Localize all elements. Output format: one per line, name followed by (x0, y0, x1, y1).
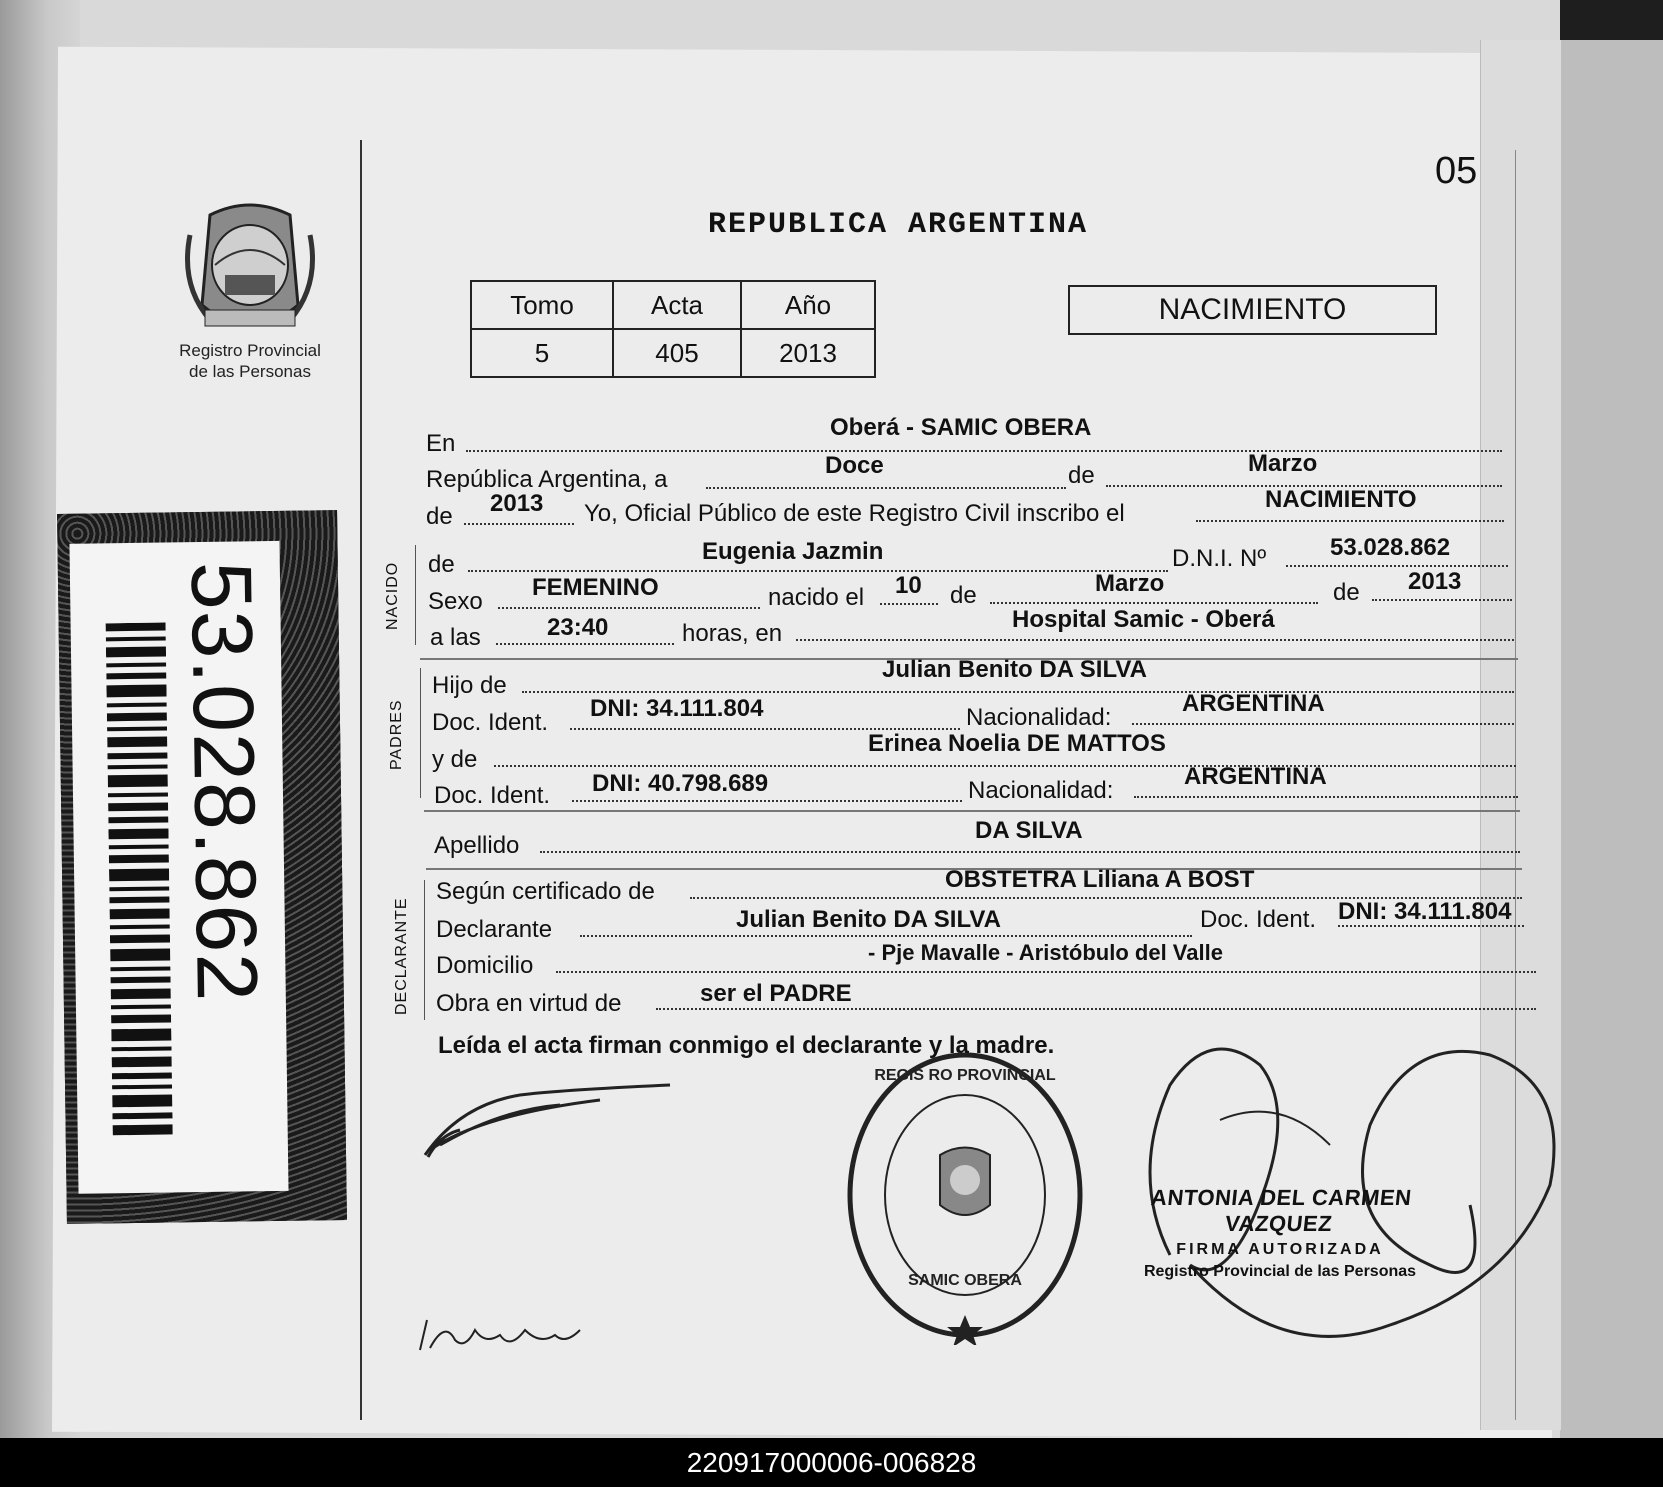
label-horas-en: horas, en (682, 620, 783, 647)
label-obra: Obra en virtud de (436, 990, 622, 1017)
value-padre: Julian Benito DA SILVA (882, 656, 1147, 683)
label-y-de: y de (432, 746, 478, 773)
value-obra: ser el PADRE (700, 980, 852, 1007)
dots (556, 971, 1536, 973)
value-dni: 53.028.862 (1330, 534, 1451, 561)
section-line-nacido (415, 545, 416, 645)
label-hijo-de: Hijo de (432, 672, 507, 699)
dots (580, 935, 1192, 937)
dots (1134, 796, 1518, 798)
header-acta: Acta (613, 281, 741, 329)
dots (880, 603, 938, 605)
dots (494, 765, 1516, 767)
value-lugar-nac: Hospital Samic - Oberá (1012, 606, 1275, 633)
label-republica: República Argentina, a (426, 466, 668, 493)
dots (496, 643, 674, 645)
record-type-box: NACIMIENTO (1068, 285, 1437, 335)
dots (540, 851, 1520, 853)
value-acta: 405 (613, 329, 741, 377)
label-nacionalidad: Nacionalidad: (966, 704, 1112, 731)
page-number: 05 (1435, 150, 1478, 192)
side-label-nacido: NACIDO (384, 561, 401, 630)
label-segun: Según certificado de (436, 878, 655, 905)
label-yo: Yo, Oficial Público de este Registro Civil inscribo el (584, 500, 1125, 527)
header-tomo: Tomo (471, 281, 613, 329)
svg-text:SAMIC OBERA: SAMIC OBERA (908, 1272, 1022, 1289)
label-dni: D.N.I. Nº (1172, 545, 1267, 572)
dots (1196, 520, 1504, 522)
label-de4: de (950, 582, 977, 609)
dots (1286, 565, 1508, 567)
label-de2: de (426, 503, 453, 530)
background-right (1553, 40, 1663, 1440)
official-role: FIRMA AUTORIZADA (1176, 1241, 1384, 1258)
value-nombre: Eugenia Jazmin (702, 538, 884, 565)
label-declarante: Declarante (436, 916, 553, 943)
signature-declarante-icon (420, 1075, 680, 1165)
official-signature-block (1110, 1185, 1450, 1281)
value-tipo: NACIMIENTO (1265, 486, 1417, 513)
label-de3: de (428, 551, 455, 578)
value-domicilio: - Pje Mavalle - Aristóbulo del Valle (868, 940, 1223, 965)
value-anio: 2013 (741, 329, 875, 377)
label-en: En (426, 430, 456, 457)
barcode-number: 53.028.862 (172, 561, 275, 1003)
registry-table-values (471, 329, 875, 377)
svg-text:REGIS RO PROVINCIAL: REGIS RO PROVINCIAL (874, 1067, 1056, 1084)
label-apellido: Apellido (434, 832, 520, 859)
header-anio: Año (741, 281, 875, 329)
value-nac-mes: Marzo (1095, 570, 1165, 597)
separator (424, 810, 1520, 812)
barcode-sticker (69, 541, 288, 1194)
dots (656, 1008, 1536, 1010)
dots (1372, 599, 1512, 601)
section-line-declarante (424, 880, 425, 1020)
barcode-label (57, 510, 347, 1224)
office-line-2: de las Personas (189, 362, 311, 381)
value-madre-doc: DNI: 40.798.689 (592, 770, 769, 797)
margin-line (360, 140, 362, 1420)
registry-office-name (150, 340, 350, 382)
dots (572, 800, 962, 802)
dots (796, 639, 1514, 641)
value-dia: Doce (825, 452, 884, 479)
dots (464, 523, 574, 525)
country-title: REPUBLICA ARGENTINA (708, 208, 1089, 242)
value-declarante: Julian Benito DA SILVA (736, 906, 1001, 933)
label-sexo: Sexo (428, 588, 483, 615)
dots (522, 691, 1514, 693)
dots (1132, 723, 1514, 725)
section-line-padres (420, 668, 421, 798)
dots (466, 450, 1502, 452)
label-doc-ident2: Doc. Ident. (434, 782, 551, 809)
official-name: ANTONIA DEL CARMEN VAZQUEZ (1149, 1185, 1413, 1236)
label-de5: de (1333, 579, 1360, 606)
value-apellido: DA SILVA (975, 817, 1083, 844)
value-certificado: OBSTETRA Liliana A BOST (945, 866, 1255, 893)
value-padre-nac: ARGENTINA (1182, 690, 1325, 717)
registry-table (470, 280, 876, 378)
value-nac-anio: 2013 (1408, 568, 1462, 595)
footer-id: 220917000006-006828 (0, 1438, 1663, 1487)
label-doc-ident: Doc. Ident. (432, 709, 549, 736)
label-de: de (1068, 462, 1095, 489)
value-madre: Erinea Noelia DE MATTOS (868, 730, 1166, 757)
dots (706, 487, 1066, 489)
office-line-1: Registro Provincial (179, 341, 321, 360)
value-anio: 2013 (490, 490, 544, 517)
signature-madre-icon (415, 1310, 585, 1360)
dots (498, 607, 760, 609)
label-domicilio: Domicilio (436, 952, 534, 979)
dots (468, 570, 1168, 572)
label-a-las: a las (430, 624, 481, 651)
label-doc-ident3: Doc. Ident. (1200, 906, 1317, 933)
value-lugar: Oberá - SAMIC OBERA (830, 414, 1092, 441)
value-nac-dia: 10 (895, 572, 922, 599)
side-label-padres: PADRES (388, 699, 405, 770)
value-tomo: 5 (471, 329, 613, 377)
registry-table-header (471, 281, 875, 329)
value-hora: 23:40 (547, 614, 609, 641)
barcode-icon (106, 622, 173, 1143)
official-org: Registro Provincial de las Personas (1143, 1263, 1417, 1280)
official-stamp-icon (840, 1045, 1090, 1345)
value-padre-doc: DNI: 34.111.804 (590, 695, 764, 722)
misiones-seal-icon (180, 195, 320, 345)
closing-statement: Leída el acta firman conmigo el declarante y la madre. (438, 1032, 1055, 1059)
dots (990, 602, 1318, 604)
side-label-declarante: DECLARANTE (393, 897, 410, 1015)
label-nacido-el: nacido el (768, 584, 865, 611)
value-sexo: FEMENINO (532, 574, 659, 601)
value-mes: Marzo (1248, 450, 1318, 477)
value-madre-nac: ARGENTINA (1184, 763, 1327, 790)
value-declarante-doc: DNI: 34.111.804 (1338, 898, 1512, 925)
label-nacionalidad2: Nacionalidad: (968, 777, 1114, 804)
